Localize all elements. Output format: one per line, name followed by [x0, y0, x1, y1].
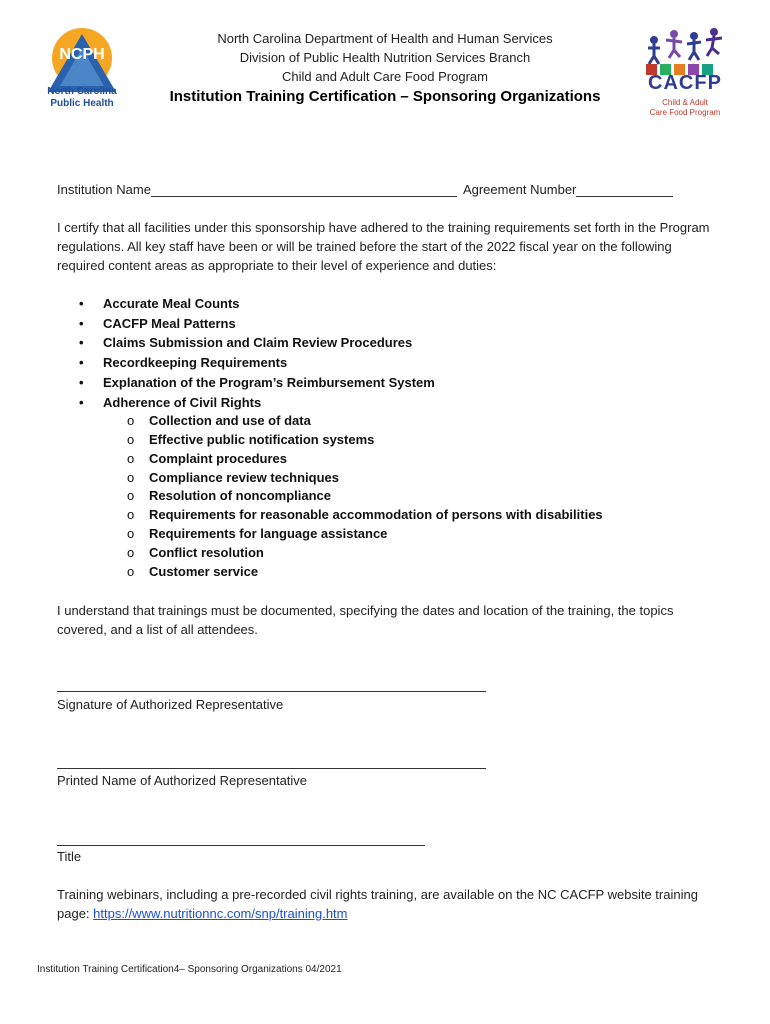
bullet-icon: •	[79, 394, 84, 410]
bullet-icon: •	[79, 296, 84, 311]
printed-name-label: Printed Name of Authorized Representative	[57, 773, 308, 788]
signature-label: Signature of Authorized Representative	[57, 697, 284, 712]
cacfp-logo	[640, 26, 730, 122]
ncph-logo-text: NCPH	[59, 46, 105, 63]
institution-fields	[57, 182, 673, 197]
list-item: • Claims Submission and Claim Review Procedures	[57, 333, 737, 353]
sub-list-item: o Resolution of noncompliance	[57, 487, 737, 506]
cacfp-logo-text: CACFP	[648, 72, 722, 94]
circle-bullet-icon: o	[127, 450, 135, 466]
institution-name-label: Institution Name	[57, 182, 151, 197]
page-title: Institution Training Certification – Sponsoring Organizations	[169, 88, 601, 105]
signature-field[interactable]	[57, 691, 486, 692]
page-footer: Institution Training Certification4– Sponsoring Organizations 04/2021	[37, 964, 342, 975]
circle-bullet-icon: o	[127, 488, 135, 504]
webinar-note	[57, 885, 717, 923]
documentation-statement: I understand that trainings must be documented, specifying the dates and location of the training, the topics covered, and a list of all attendees.	[57, 603, 674, 637]
title-label: Title	[57, 849, 82, 864]
sub-list-item: o Requirements for language assistance	[57, 525, 737, 544]
institution-name-field[interactable]	[151, 182, 457, 197]
circle-bullet-icon: o	[127, 526, 135, 541]
sub-list-item: o Customer service	[57, 563, 737, 582]
printed-name-field[interactable]	[57, 768, 486, 769]
sub-list-item: o Effective public notification systems	[57, 431, 737, 450]
cacfp-logo-sub1: Child & Adult	[662, 98, 708, 107]
bullet-icon: •	[79, 335, 84, 351]
list-item: • Recordkeeping Requirements	[57, 353, 737, 373]
header-line-3: Child and Adult Care Food Program	[282, 69, 488, 84]
title-field[interactable]	[57, 845, 425, 846]
agreement-number-label: Agreement Number	[462, 182, 577, 197]
list-item: • Explanation of the Program’s Reimbursement System	[57, 373, 737, 393]
circle-bullet-icon: o	[127, 563, 135, 579]
circle-bullet-icon: o	[127, 413, 135, 429]
webinar-text: Training webinars, including a pre-recorded civil rights training, are available on the NC CACFP website training page:	[57, 887, 698, 921]
sub-list-item: o Complaint procedures	[57, 450, 737, 469]
bullet-icon: •	[79, 315, 84, 331]
list-item: • Accurate Meal Counts	[57, 294, 737, 314]
page-header	[150, 29, 620, 108]
ncph-logo-sub2: Public Health	[50, 98, 114, 109]
circle-bullet-icon: o	[127, 507, 135, 523]
certification-statement: I certify that all facilities under this sponsorship have adhered to the training requirements set forth in the Program regulations. All key staff have been or will be trained before the start of the 2022 fiscal year on the following required content areas as appropriate to their level of experience and duties:	[57, 220, 710, 273]
cacfp-logo-sub2: Care Food Program	[649, 108, 721, 117]
ncph-logo	[40, 26, 124, 116]
sub-list-item: o Compliance review techniques	[57, 469, 737, 488]
content-areas-list	[57, 294, 737, 581]
bullet-icon: •	[79, 374, 84, 390]
circle-bullet-icon: o	[127, 544, 135, 560]
header-line-1: North Carolina Department of Health and Human Services	[217, 31, 553, 46]
sub-list-item: o Requirements for reasonable accommodation of persons with disabilities	[57, 506, 737, 525]
cacfp-figures-graphic	[640, 26, 730, 76]
header-line-2: Division of Public Health Nutrition Services Branch	[239, 50, 531, 65]
list-item: • CACFP Meal Patterns	[57, 314, 737, 334]
bullet-icon: •	[79, 355, 84, 371]
list-item: • Adherence of Civil Rights	[57, 393, 737, 413]
agreement-number-field[interactable]	[576, 182, 673, 197]
circle-bullet-icon: o	[127, 469, 135, 485]
ncph-logo-sub1: North Carolina	[47, 86, 117, 97]
circle-bullet-icon: o	[127, 432, 135, 448]
sub-list-item: o Collection and use of data	[57, 412, 737, 431]
sub-list-item: o Conflict resolution	[57, 544, 737, 563]
training-page-link[interactable]: https://www.nutritionnc.com/snp/training.htm	[93, 906, 348, 921]
